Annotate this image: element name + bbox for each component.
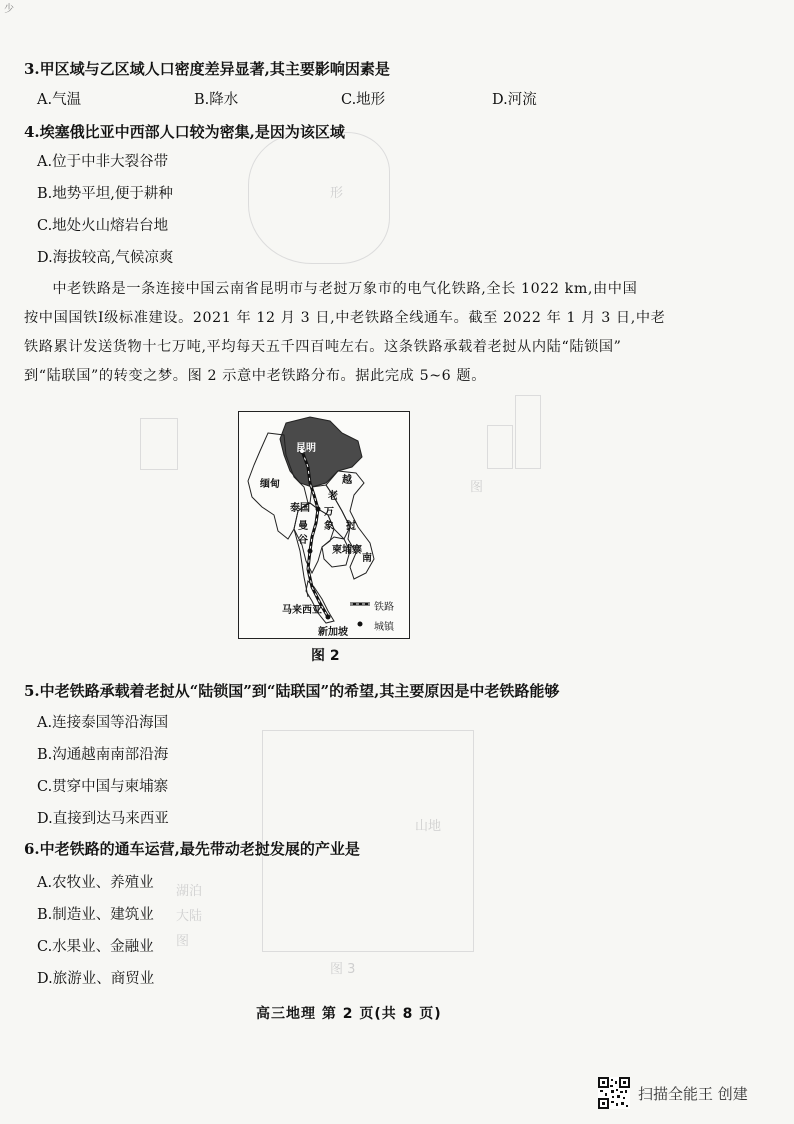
qr-code-icon (598, 1077, 630, 1109)
label-bangkok-2: 谷 (298, 535, 308, 546)
ghost-text: 湖泊 (176, 884, 203, 899)
legend-town-symbol (358, 622, 363, 627)
legend-town-label: 城镇 (374, 622, 394, 633)
question-4-option-b: B.地势平坦,便于耕种 (37, 186, 173, 202)
passage-line: 铁路累计发送货物十七万吨,平均每天五千四百吨左右。这条铁路承载着老挝从内陆“陆锁国” (24, 339, 622, 355)
label-lao: 老 (328, 491, 338, 502)
question-5-option-c: C.贯穿中国与柬埔寨 (37, 779, 169, 795)
question-6-option-a: A.农牧业、养殖业 (37, 875, 154, 891)
question-4-option-c: C.地处火山熔岩台地 (37, 218, 169, 234)
ghost-text: 图 (470, 480, 484, 495)
question-6-option-b: B.制造业、建筑业 (37, 907, 154, 923)
label-kunming: 昆明 (296, 443, 316, 454)
watermark-text: 扫描全能王 创建 (638, 1085, 748, 1103)
reading-passage (24, 275, 768, 391)
question-5-option-a: A.连接泰国等沿海国 (37, 715, 169, 731)
passage-line: 按中国国铁Ⅰ级标准建设。2021 年 12 月 3 日,中老铁路全线通车。截至 2022 年 1 月 3 日,中老 (24, 310, 666, 326)
town-vientiane (316, 507, 321, 512)
label-bangkok-1: 曼 (298, 521, 308, 532)
ghost-text: 图 (176, 934, 190, 949)
question-6-option-d: D.旅游业、商贸业 (37, 971, 155, 987)
question-4-option-d: D.海拔较高,气候凉爽 (37, 250, 174, 266)
legend-railway-label: 铁路 (374, 602, 394, 613)
question-3-option-b: B.降水 (194, 92, 239, 108)
question-6-option-c: C.水果业、金融业 (37, 939, 154, 955)
question-4-stem: 4.埃塞俄比亚中西部人口较为密集,是因为该区域 (24, 123, 345, 141)
question-6-stem: 6.中老铁路的通车运营,最先带动老挝发展的产业是 (24, 840, 360, 858)
label-thailand: 泰国 (290, 503, 310, 514)
label-nan: 南 (362, 553, 372, 564)
question-5-option-b: B.沟通越南南部沿海 (37, 747, 169, 763)
label-wo: 挝 (346, 521, 356, 532)
question-5-stem: 5.中老铁路承载着老挝从“陆锁国”到“陆联国”的希望,其主要原因是中老铁路能够 (24, 682, 560, 700)
label-myanmar: 缅甸 (260, 479, 280, 490)
question-3-option-a: A.气温 (37, 92, 82, 108)
question-3-option-d: D.河流 (492, 92, 537, 108)
passage-line: 中老铁路是一条连接中国云南省昆明市与老挝万象市的电气化铁路,全长 1022 km,由中国 (52, 281, 638, 297)
question-3-option-c: C.地形 (341, 92, 386, 108)
label-yue: 越 (342, 475, 352, 486)
question-3-stem: 3.甲区域与乙区域人口密度差异显著,其主要影响因素是 (24, 60, 390, 78)
label-vientiane-2: 象 (324, 521, 334, 532)
label-cambodia: 柬埔寨 (332, 545, 362, 556)
label-vientiane-1: 万 (324, 507, 334, 518)
town-singapore (326, 615, 331, 620)
label-singapore: 新加坡 (318, 627, 348, 638)
figure-caption: 图 2 (311, 648, 340, 664)
passage-line: 到“陆联国”的转变之梦。图 2 示意中老铁路分布。据此完成 5~6 题。 (24, 368, 486, 384)
ghost-text: 大陆 (176, 909, 203, 924)
question-4-option-a: A.位于中非大裂谷带 (37, 154, 169, 170)
page-footer: 高三地理 第 2 页(共 8 页) (256, 1006, 442, 1022)
ghost-text: 形 (330, 186, 344, 201)
ghost-text: 图 3 (330, 962, 356, 977)
question-5-option-d: D.直接到达马来西亚 (37, 811, 169, 827)
town-bangkok (308, 549, 313, 554)
corner-mark: 少 (4, 4, 14, 15)
label-malaysia: 马来西亚 (282, 605, 322, 616)
ghost-text: 山地 (415, 819, 442, 834)
